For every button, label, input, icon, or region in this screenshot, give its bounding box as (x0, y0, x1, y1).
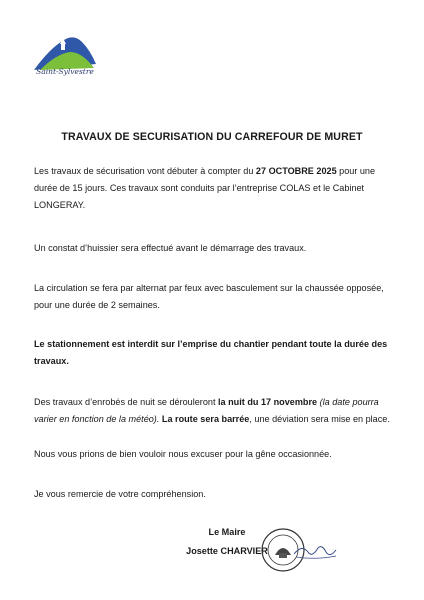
road-closed: La route sera barrée (161, 414, 250, 424)
page-title: TRAVAUX DE SECURISATION DU CARREFOUR DE MURET (61, 131, 363, 143)
night-date: la nuit du 17 novembre (218, 397, 318, 407)
start-date: 27 OCTOBRE 2025 (255, 166, 337, 176)
text-segment: , une déviation sera mise en place. (249, 414, 390, 424)
signature-role: Le Maire (208, 527, 246, 537)
weather-note: (la date pourra varier en fonction de la météo). (34, 397, 379, 424)
text-segment: Les travaux de sécurisation vont débuter à compter du (34, 166, 256, 176)
handwritten-signature-icon (290, 540, 340, 562)
paragraph-traffic: La circulation se fera par alternat par feux avec basculement sur la chaussée opposée, pour une durée de 2 semaines. (34, 283, 384, 310)
paragraph-start-date (34, 163, 396, 214)
paragraph-night-works (34, 394, 396, 428)
signature-name: Josette CHARVIER (186, 546, 268, 556)
text-segment: Des travaux d’enrobés de nuit se dérouleront (34, 397, 219, 407)
paragraph-thanks: Je vous remercie de votre compréhension. (34, 489, 206, 499)
logo-wordmark: Saint-Sylvestre (36, 67, 94, 76)
text-segment: pour une durée de 15 jours. Ces travaux sont conduits par l’entreprise COLAS et le Cabinet LONGERAY. (34, 166, 376, 210)
paragraph-parking: Le stationnement est interdit sur l’emprise du chantier pendant toute la durée des travaux. (34, 339, 388, 366)
paragraph-bailiff: Un constat d’huissier sera effectué avant le démarrage des travaux. (34, 243, 307, 253)
paragraph-apology: Nous vous prions de bien vouloir nous excuser pour la gêne occasionnée. (34, 449, 332, 459)
